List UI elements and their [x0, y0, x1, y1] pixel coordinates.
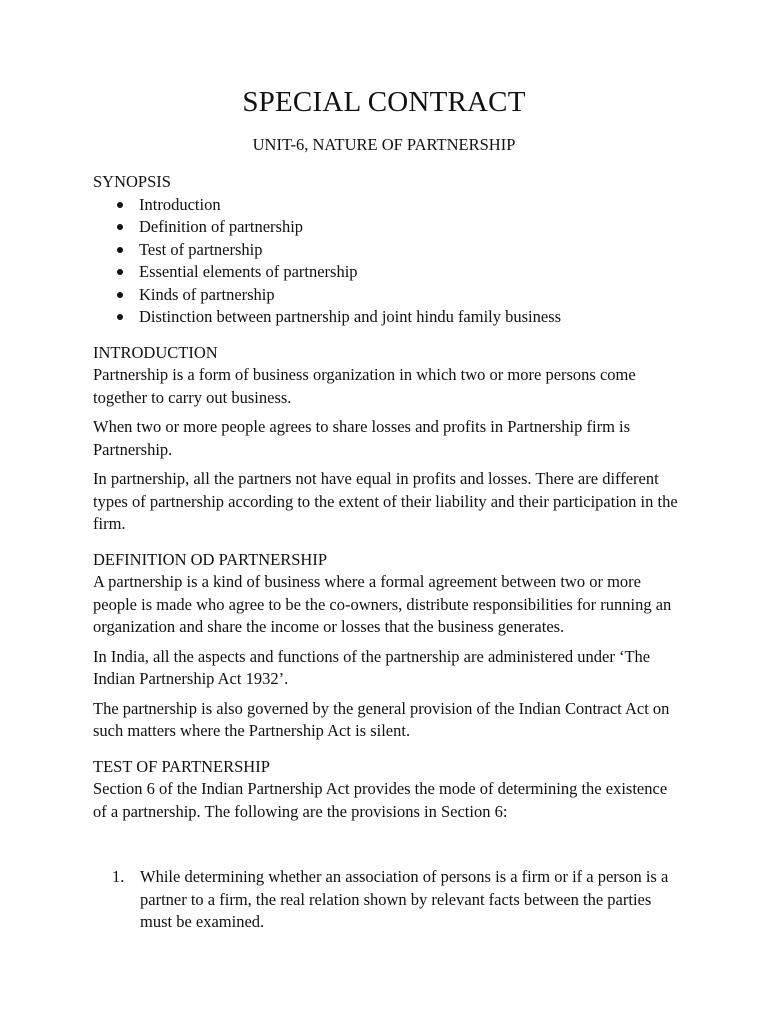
- test-paragraph: Section 6 of the Indian Partnership Act provides the mode of determining the existence of a partnership. The following are the provisions in Section 6:: [93, 779, 668, 821]
- list-item: [112, 866, 683, 934]
- bullet-icon: [117, 292, 123, 298]
- list-item: Distinction between partnership and joint hindu family business: [139, 306, 683, 329]
- introduction-paragraph: In partnership, all the partners not have equal in profits and losses. There are different types of partnership according to the extent of their liability and their participation in the firm.: [93, 469, 678, 533]
- document-body: [93, 171, 683, 934]
- bullet-icon: [117, 202, 123, 208]
- definition-paragraph: A partnership is a kind of business where a formal agreement between two or more people is made who agree to be the co-owners, distribute responsibilities for running an organization and share the income or losses that the business generates.: [93, 572, 672, 636]
- introduction-paragraph: Partnership is a form of business organization in which two or more persons come together to carry out business.: [93, 365, 636, 407]
- introduction-paragraph: When two or more people agrees to share losses and profits in Partnership firm is Partnership.: [93, 417, 631, 459]
- list-item: Kinds of partnership: [139, 284, 683, 307]
- page-title: SPECIAL CONTRACT: [242, 86, 526, 118]
- list-item: Definition of partnership: [139, 216, 683, 239]
- page-subtitle: UNIT-6, NATURE OF PARTNERSHIP: [252, 135, 516, 154]
- bullet-icon: [117, 224, 123, 230]
- definition-paragraph: In India, all the aspects and functions of the partnership are administered under ‘The Indian Partnership Act 1932’.: [93, 646, 651, 688]
- definition-paragraph: The partnership is also governed by the general provision of the Indian Contract Act on such matters where the Partnership Act is silent.: [93, 698, 670, 740]
- list-number: 1.: [112, 867, 125, 886]
- list-item: Introduction: [139, 194, 683, 217]
- list-item-text: While determining whether an association of persons is a firm or if a person is a partner to a firm, the real relation shown by relevant facts between the parties must be examined.: [140, 867, 669, 931]
- test-heading: TEST OF PARTNERSHIP: [93, 756, 270, 776]
- list-item: Essential elements of partnership: [139, 261, 683, 284]
- test-provisions-list: [93, 866, 683, 934]
- synopsis-heading: SYNOPSIS: [93, 172, 171, 191]
- bullet-icon: [117, 247, 123, 253]
- synopsis-list: [93, 194, 683, 329]
- definition-heading: DEFINITION OD PARTNERSHIP: [93, 549, 327, 569]
- list-item: Test of partnership: [139, 239, 683, 262]
- bullet-icon: [117, 269, 123, 275]
- introduction-heading: INTRODUCTION: [93, 342, 218, 362]
- bullet-icon: [117, 314, 123, 320]
